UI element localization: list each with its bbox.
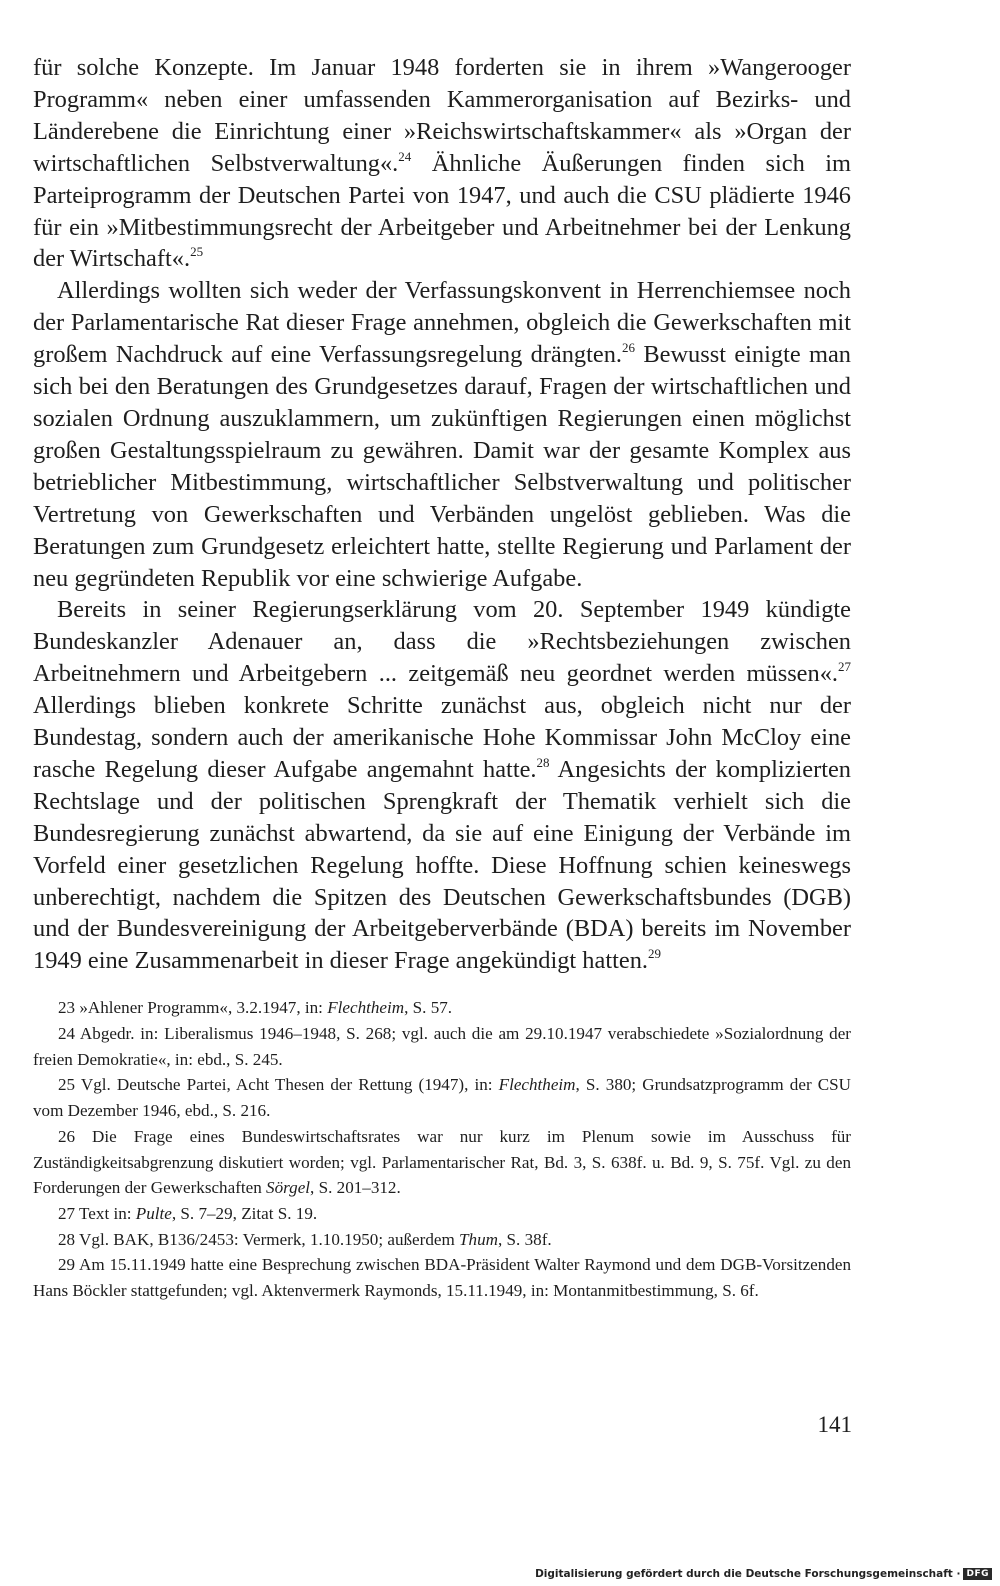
footnote [33,1201,851,1227]
text-run: 26 Die Frage eines Bundeswirtschaftsrates war nur kurz im Plenum sowie im Ausschuss für Zuständigkeitsabgrenzung diskutiert worden; vgl. Parlamentarischer Rat, Bd. 3, S. 638f. u. Bd. 9, S. 75f. Vgl. zu den Forderungen der Gewerkschaften [33,1126,851,1198]
text-run: Bereits in seiner Regierungserklärung vom 20. September 1949 kündigte Bundeskanzler Adenauer an, dass die »Rechtsbeziehungen zwischen Arbeitnehmern und Arbeitgebern ... zeitgemäß neu geordnet werden müssen«. [33,596,851,688]
footnote-ref: 26 [622,340,636,356]
text-run: Angesichts der komplizierten Rechtslage und der politischen Sprengkraft der Thematik verhielt sich die Bundesregierung zunächst abwartend, da sie auf eine Einigung der Verbände im Vorfeld einer gesetzlichen Regelung hoffte. Diese Hoffnung schien keineswegs unberechtigt, nachdem die Spitzen des Deutschen Gewerkschaftsbundes (DGB) und der Bundesvereinigung der Arbeitgeberverbände (BDA) bereits im November 1949 eine Zusammenarbeit in dieser Frage angekündigt hatten. [33,755,852,975]
footnote-ref: 25 [190,244,204,260]
cited-author: Thum [459,1229,498,1249]
footnote [33,1072,851,1123]
paragraph [33,275,851,594]
text-run: , S. 201–312. [310,1178,401,1198]
body-text [33,52,851,977]
footnote [33,1227,851,1253]
footnote [33,995,851,1021]
cited-author: Flechtheim [498,1075,576,1095]
digitization-footer [535,1568,992,1580]
text-run: 27 Text in: [58,1203,136,1223]
text-run: Allerdings blieben konkrete Schritte zunächst aus, obgleich nicht nur der Bundestag, sondern auch der amerikanische Hohe Kommissar John McCloy eine rasche Regelung dieser Aufgabe angemahnt hatte. [33,692,851,783]
text-run: Allerdings wollten sich weder der Verfassungskonvent in Herrenchiemsee noch der Parlamentarische Rat dieser Frage annehmen, obgleich die Gewerkschaften mit großem Nachdruck auf eine Verfassungsregelung drängten. [33,277,851,369]
cited-author: Pulte [135,1203,172,1223]
text-run: 23 »Ahlener Programm«, 3.2.1947, in: [58,998,328,1018]
paragraph [33,594,851,977]
footnote [33,1124,851,1201]
text-run: Bewusst einigte man sich bei den Beratungen des Grundgesetzes darauf, Fragen der wirtschaftlichen und sozialen Ordnung auszuklammern, um zukünftigen Regierungen einen möglichst großen Gestaltungsspielraum zu gewähren. Damit war der gesamte Komplex aus betrieblicher Mitbestimmung, wirtschaftlicher Selbstverwaltung und politischer Vertretung von Gewerkschaften und Verbänden ungelöst geblieben. Was die Beratungen zum Grundgesetz erleichtert hatte, stellte Regierung und Parlament der neu gegründeten Republik vor eine schwierige Aufgabe. [33,341,851,592]
footnote [33,1252,851,1303]
footnote-ref: 24 [398,148,412,164]
footnotes [33,995,851,1303]
page-number: 141 [817,1412,852,1437]
text-run: 28 Vgl. BAK, B136/2453: Vermerk, 1.10.1950; außerdem [58,1229,460,1249]
text-run: , S. 7–29, Zitat S. 19. [171,1203,318,1223]
text-run: 29 Am 15.11.1949 hatte eine Besprechung zwischen BDA-Präsident Walter Raymond und dem DGB-Vorsitzenden Hans Böckler stattgefunden; vgl. Aktenvermerk Raymonds, 15.11.1949, in: Montanmitbestimmung, S. 6f. [33,1255,851,1301]
cited-author: Sörgel [266,1178,311,1198]
footnote-ref: 28 [536,754,550,770]
dfg-logo: DFG [963,1568,992,1580]
text-run: für solche Konzepte. Im Januar 1948 forderten sie in ihrem »Wangerooger Programm« neben einer umfassenden Kammerorganisation auf Bezirks- und Länderebene die Einrichtung einer »Reichswirtschaftskammer« als »Organ der wirtschaftlichen Selbstverwaltung«. [33,54,851,177]
text-run: , S. 380; Grundsatzprogramm der CSU vom Dezember 1946, ebd., S. 216. [33,1075,851,1121]
text-run: , S. 38f. [498,1229,552,1249]
footer-text: Digitalisierung gefördert durch die Deutsche Forschungsgemeinschaft · [535,1568,961,1580]
text-run: 25 Vgl. Deutsche Partei, Acht Thesen der Rettung (1947), in: [58,1075,499,1095]
text-run: Ähnliche Äußerungen finden sich im Parteiprogramm der Deutschen Partei von 1947, und auch die CSU plädierte 1946 für ein »Mitbestimmungsrecht der Arbeitgeber und Arbeitnehmer bei der Lenkung der Wirtschaft«. [33,149,851,273]
footnote-ref: 29 [648,946,661,962]
paragraph [33,52,851,275]
page-content [33,52,851,1304]
text-run: 24 Abgedr. in: Liberalismus 1946–1948, S. 268; vgl. auch die am 29.10.1947 verabschiedete »Sozialordnung der freien Demokratie«, in: ebd., S. 245. [33,1023,851,1069]
footnote-ref: 27 [838,659,851,675]
footnote [33,1021,851,1072]
text-run: , S. 57. [404,998,453,1018]
cited-author: Flechtheim [327,998,405,1018]
